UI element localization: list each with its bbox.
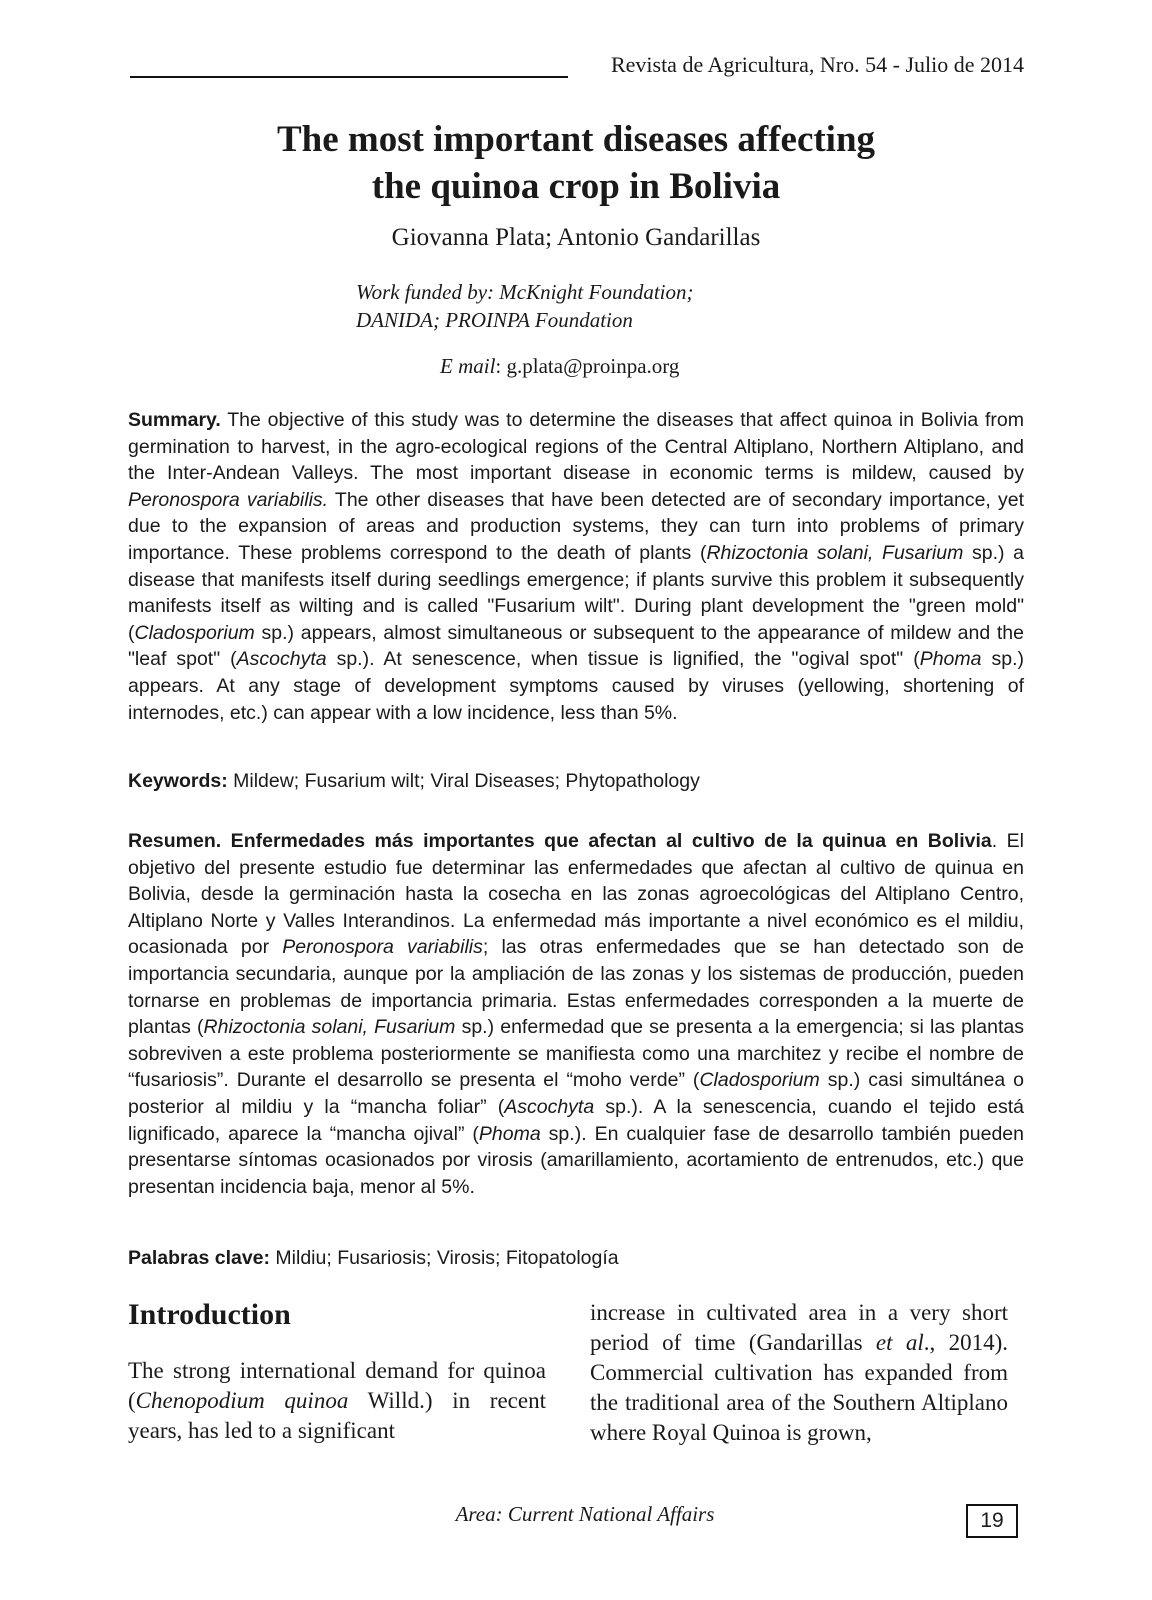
resumen-italic: Ascochyta — [504, 1095, 595, 1118]
resumen-text: sp.). En cualquier fase de desarrollo también pueden presentarse síntomas ocasionados por virosis (amarillamiento, acortamiento de entrenudos, etc.) que presentan incidencia baja, menor al 5%. — [128, 1122, 1024, 1198]
resumen-italic: Cladosporium — [699, 1069, 820, 1092]
funding-note — [356, 278, 694, 334]
email-address: : g.plata@proinpa.org — [495, 354, 680, 378]
funding-line-1: Work funded by: McKnight Foundation; — [356, 280, 694, 304]
intro-italic: et al — [875, 1330, 924, 1355]
summary-italic: Cladosporium — [134, 621, 255, 644]
email-line — [440, 354, 679, 379]
intro-left-column — [128, 1296, 546, 1446]
intro-text: ., 2014). Commercial cultivation has expanded from the traditional area of the Southern Altiplano where Royal Quinoa is grown, — [590, 1330, 1008, 1445]
introduction-heading: Introduction — [128, 1298, 291, 1331]
intro-right-column — [590, 1298, 1008, 1448]
article-title — [0, 116, 1152, 210]
resumen-text: . El objetivo del presente estudio fue determinar las enfermedades que afectan al cultivo de quinua en Bolivia, desde la germinación hasta la cosecha en las zonas agroecológicas del Altiplano Centro, Altiplano Norte y Valles Interandinos. La enfermedad más importante a nivel económico es el mildiu, ocasionada por — [128, 830, 1024, 959]
summary-paragraph — [128, 407, 1024, 726]
intro-text: The strong international demand for quinoa ( — [128, 1358, 546, 1413]
intro-paragraph-left — [128, 1356, 546, 1446]
intro-italic: Chenopodium quinoa — [135, 1388, 349, 1413]
email-label: E mail — [440, 354, 496, 378]
resumen-text: sp.) enfermedad que se presenta a la emergencia; si las plantas sobreviven a este problema posteriormente se manifiesta como una marchitez y recibe el nombre de “fusariosis”. Durante el desarrollo se presenta el “moho verde” ( — [128, 1016, 1025, 1092]
summary-text: sp.) appears. At any stage of development symptoms caused by viruses (yellowing, shortening of internodes, etc.) can appear with a low incidence, less than 5%. — [128, 648, 1024, 724]
summary-italic: Peronospora variabilis. — [128, 488, 329, 511]
summary-text: sp.) a disease that manifests itself during seedlings emergence; if plants survive this problem it subsequently manifests itself as wilting and is called "Fusarium wilt". During plant development the "green mold" ( — [128, 541, 1024, 644]
resumen-text: sp.) casi simultánea o posterior al mildiu y la “mancha foliar” ( — [128, 1069, 1024, 1118]
journal-header: Revista de Agricultura, Nro. 54 - Julio de 2014 — [610, 52, 1024, 77]
page-number: 19 — [966, 1504, 1018, 1538]
summary-italic: Rhizoctonia solani, Fusarium — [706, 541, 964, 564]
keywords-line — [128, 768, 1024, 795]
resumen-label: Resumen. Enfermedades más importantes que afectan al cultivo de la quinua en Bolivia — [128, 830, 992, 852]
header-rule — [130, 76, 568, 78]
summary-text: The other diseases that have been detected are of secondary importance, yet due to the expansion of areas and production systems, they can turn into problems of primary importance. These problems correspond to the death of plants ( — [128, 488, 1025, 564]
summary-text: sp.) appears, almost simultaneous or subsequent to the appearance of mildew and the "leaf spot" ( — [128, 621, 1024, 671]
resumen-text: sp.). A la senescencia, cuando el tejido está lignificado, aparece la “mancha ojival” ( — [128, 1095, 1024, 1145]
resumen-italic: Phoma — [478, 1122, 541, 1145]
keywords-text: Mildew; Fusarium wilt; Viral Diseases; Phytopathology — [227, 770, 700, 792]
keywords-label: Keywords: — [128, 770, 228, 792]
resumen-text: ; las otras enfermedades que se han detectado son de importancia secundaria, aunque por la ampliación de las zonas y los sistemas de producción, pueden tornarse en problemas de importancia primaria. Estas enfermedades corresponden a la muerte de plantas ( — [128, 936, 1024, 1039]
authors: Giovanna Plata; Antonio Gandarillas — [391, 224, 761, 251]
summary-label: Summary. — [128, 409, 221, 431]
resumen-italic: Rhizoctonia solani, Fusarium — [203, 1016, 456, 1039]
summary-text: sp.). At senescence, when tissue is lignified, the "ogival spot" ( — [326, 648, 920, 671]
footer-area: Area: Current National Affairs — [455, 1502, 715, 1526]
intro-text: increase in cultivated area in a very short period of time (Gandarillas — [590, 1300, 1008, 1355]
intro-paragraph-right — [590, 1298, 1008, 1448]
title-line-1: The most important diseases affecting — [276, 119, 876, 160]
funding-line-2: DANIDA; PROINPA Foundation — [356, 308, 633, 332]
intro-text: Willd.) in recent years, has led to a significant — [128, 1388, 546, 1443]
resumen-paragraph — [128, 828, 1024, 1200]
title-line-2: the quinoa crop in Bolivia — [371, 166, 781, 207]
palabras-text: Mildiu; Fusariosis; Virosis; Fitopatología — [270, 1247, 619, 1269]
summary-italic: Ascochyta — [236, 648, 327, 671]
summary-italic: Phoma — [919, 648, 982, 671]
summary-text: The objective of this study was to determine the diseases that affect quinoa in Bolivia from germination to harvest, in the agro-ecological regions of the Central Altiplano, Northern Altiplano, and the Inter-Andean Valleys. The most important disease in economic terms is mildew, caused by — [128, 409, 1024, 485]
resumen-italic: Peronospora variabilis — [282, 936, 483, 959]
palabras-clave-line — [128, 1245, 1024, 1272]
palabras-label: Palabras clave: — [128, 1247, 271, 1269]
